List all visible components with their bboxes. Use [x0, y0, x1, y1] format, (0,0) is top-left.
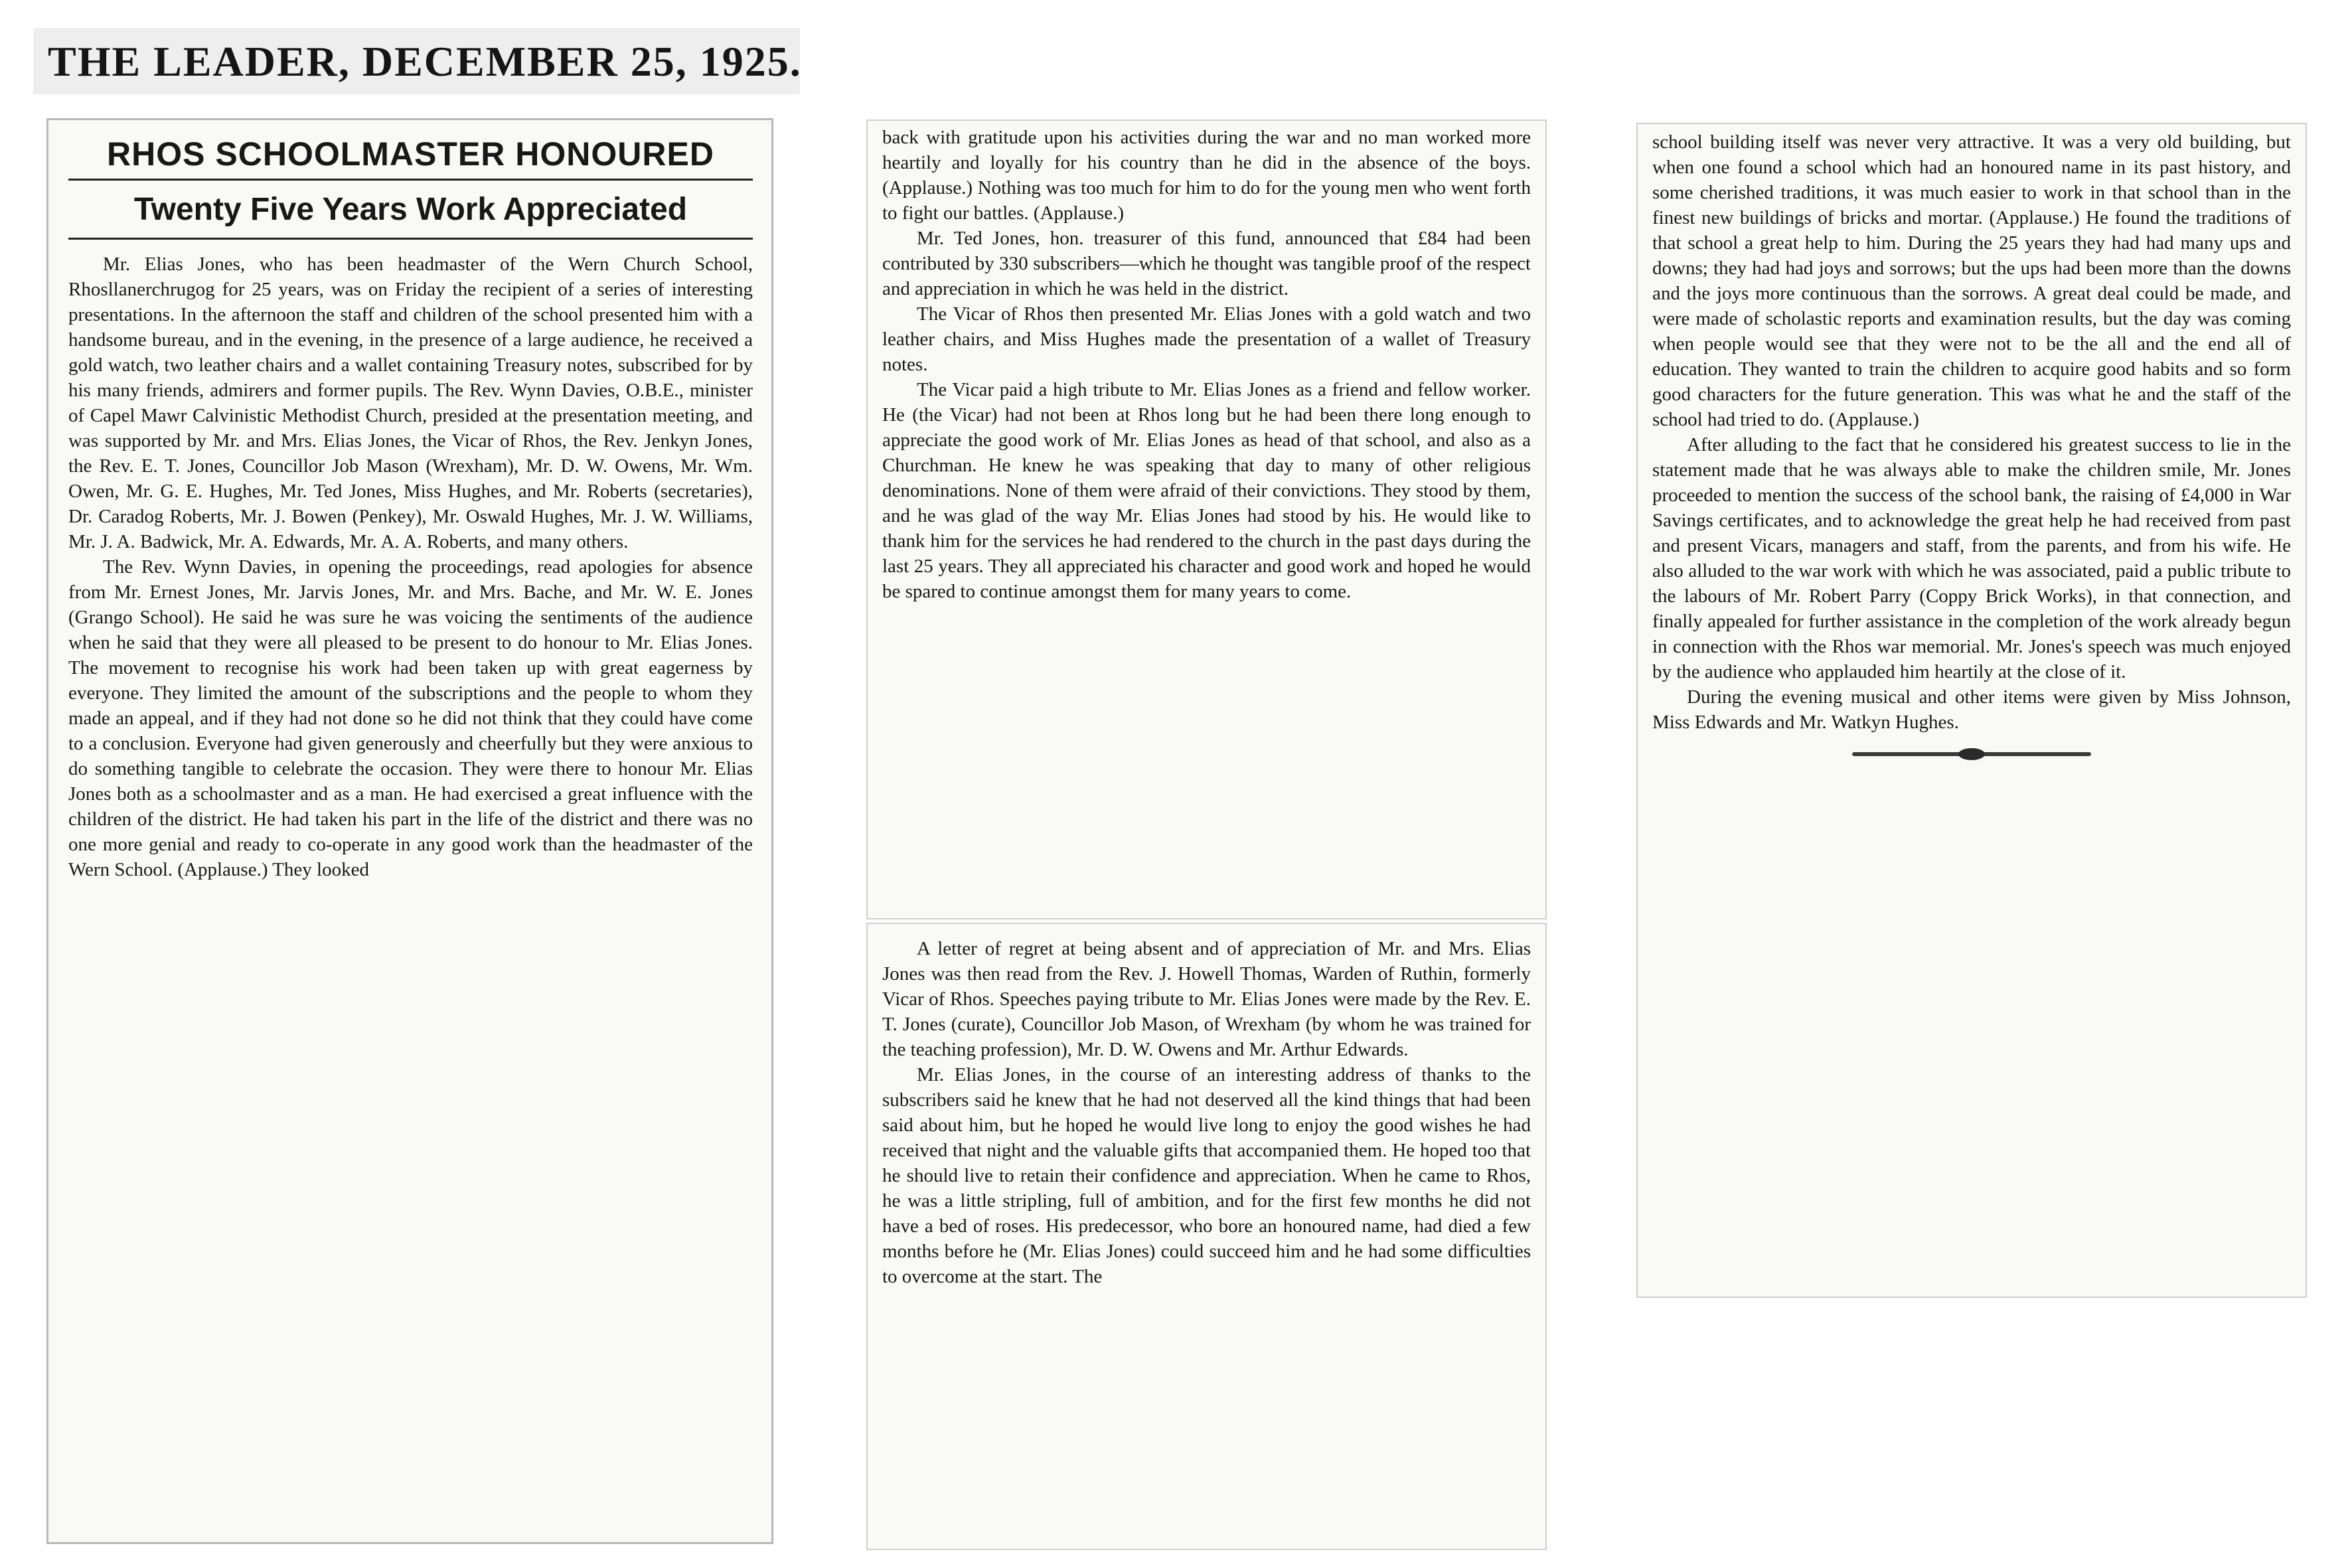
article-paragraph: The Vicar of Rhos then presented Mr. Elias Jones with a gold watch and two leather chairs, and Miss Hughes made the presentation of a wallet of Treasury notes.: [882, 303, 1531, 375]
article-paragraph: A letter of regret at being absent and of appreciation of Mr. and Mrs. Elias Jones was then read from the Rev. J. Howell Thomas, Warden of Ruthin, formerly Vicar of Rhos. Speeches paying tribute to Mr. Elias Jones were made by the Rev. E. T. Jones (curate), Councillor Job Mason, of Wrexham (by whom he was trained for the teaching profession), Mr. D. W. Owens and Mr. Arthur Edwards.: [882, 938, 1531, 1060]
article-column-3: [1636, 123, 2307, 1298]
article-paragraph: Mr. Ted Jones, hon. treasurer of this fund, announced that £84 had been contributed by 330 subscribers—which he thought was tangible proof of the respect and appreciation in which he was held in the district.: [882, 228, 1531, 299]
article-column-1: [46, 118, 773, 1544]
article-paragraph: The Rev. Wynn Davies, in opening the proceedings, read apologies for absence from Mr. Ernest Jones, Mr. Jarvis Jones, Mr. and Mrs. Bache, and Mr. W. E. Jones (Grango School). He said he was sure he was voicing the sentiments of the audience when he said that they were all pleased to be present to do honour to Mr. Elias Jones. The movement to recognise his work had been taken up with great eagerness by everyone. They limited the amount of the subscriptions and the people to whom they made an appeal, and if they had not done so he did not think that they could have come to a conclusion. Everyone had given generously and cheerfully but they were anxious to do something tangible to celebrate the occasion. They were there to honour Mr. Elias Jones both as a schoolmaster and as a man. He had exercised a great influence with the children of the district. He had taken his part in the life of the district and there was no one more genial and ready to co-operate in any good work than the headmaster of the Wern School. (Applause.) They looked: [68, 556, 753, 880]
article-paragraph: The Vicar paid a high tribute to Mr. Elias Jones as a friend and fellow worker. He (the Vicar) had not been at Rhos long but he had been there long enough to appreciate the good work of Mr. Elias Jones as head of that school, and also as a Churchman. He knew he was speaking that day to many of other religious denominations. None of them were afraid of their convictions. They stood by them, and he was glad of the way Mr. Elias Jones had stood by his. He would like to thank him for the services he had rendered to the church in the past days during the last 25 years. They all appreciated his character and good work and hoped he would be spared to continue amongst them for many years to come.: [882, 379, 1531, 602]
article-column-2-top: [866, 119, 1547, 919]
article-paragraph: back with gratitude upon his activities during the war and no man worked more heartily and loyally for his country than he did in the absence of the boys. (Applause.) Nothing was too much for him to do for the young men who went forth to fight our battles. (Applause.): [882, 127, 1531, 224]
article-paragraph: During the evening musical and other items were given by Miss Johnson, Miss Edwards and Mr. Watkyn Hughes.: [1652, 686, 2291, 733]
article-subheadline: Twenty Five Years Work Appreciated: [68, 181, 753, 240]
article-column-2-bottom: [866, 923, 1547, 1550]
end-of-article-rule: [1852, 752, 2091, 756]
article-headline: RHOS SCHOOLMASTER HONOURED: [68, 133, 753, 181]
newspaper-masthead: THE LEADER, DECEMBER 25, 1925.: [33, 28, 800, 94]
article-paragraph: Mr. Elias Jones, in the course of an interesting address of thanks to the subscribers said he knew that he had not deserved all the kind things that had been said about him, but he hoped he would live long to enjoy the good wishes he had received that night and the valuable gifts that accompanied them. He hoped too that he should live to retain their confidence and appreciation. When he came to Rhos, he was a little stripling, full of ambition, and for the first few months he did not have a bed of roses. His predecessor, who bore an honoured name, had died a few months before he (Mr. Elias Jones) could succeed him and he had some difficulties to overcome at the start. The: [882, 1064, 1531, 1287]
article-paragraph: Mr. Elias Jones, who has been headmaster of the Wern Church School, Rhosllanerchrugog for 25 years, was on Friday the recipient of a series of interesting presentations. In the afternoon the staff and children of the school presented him with a handsome bureau, and in the evening, in the presence of a large audience, he received a gold watch, two leather chairs and a wallet containing Treasury notes, subscribed for by his many friends, admirers and former pupils. The Rev. Wynn Davies, O.B.E., minister of Capel Mawr Calvinistic Methodist Church, presided at the presentation meeting, and was supported by Mr. and Mrs. Elias Jones, the Vicar of Rhos, the Rev. Jenkyn Jones, the Rev. E. T. Jones, Councillor Job Mason (Wrexham), Mr. D. W. Owens, Mr. Wm. Owen, Mr. G. E. Hughes, Mr. Ted Jones, Miss Hughes, and Mr. Roberts (secretaries), Dr. Caradog Roberts, Mr. J. Bowen (Penkey), Mr. Oswald Hughes, Mr. J. W. Williams, Mr. J. A. Badwick, Mr. A. Edwards, Mr. A. A. Roberts, and many others.: [68, 254, 753, 552]
article-paragraph: After alluding to the fact that he considered his greatest success to lie in the statement made that he was always able to make the children smile, Mr. Jones proceeded to mention the success of the school bank, the raising of £4,000 in War Savings certificates, and to acknowledge the great help he had received from past and present Vicars, managers and staff, from the parents, and from his wife. He also alluded to the war work with which he was associated, paid a public tribute to the labours of Mr. Robert Parry (Coppy Brick Works), in that connection, and finally appealed for further assistance in the completion of the work already begun in connection with the Rhos war memorial. Mr. Jones's speech was much enjoyed by the audience who applauded him heartily at the close of it.: [1652, 434, 2291, 682]
article-paragraph: school building itself was never very attractive. It was a very old building, but when one found a school which had an honoured name in its past history, and some cherished traditions, it was much easier to work in that school than in the finest new buildings of bricks and mortar. (Applause.) He found the traditions of that school a great help to him. During the 25 years they had had many ups and downs; they had had joys and sorrows; but the ups had been more than the downs and the joys more continuous than the sorrows. A great deal could be made, and were made of scholastic reports and examination results, but the day was coming when people would see that they were not to be the all and the end all of education. They wanted to train the children to acquire good habits and so form good characters for the future generation. This was what he and the staff of the school had tried to do. (Applause.): [1652, 131, 2291, 430]
